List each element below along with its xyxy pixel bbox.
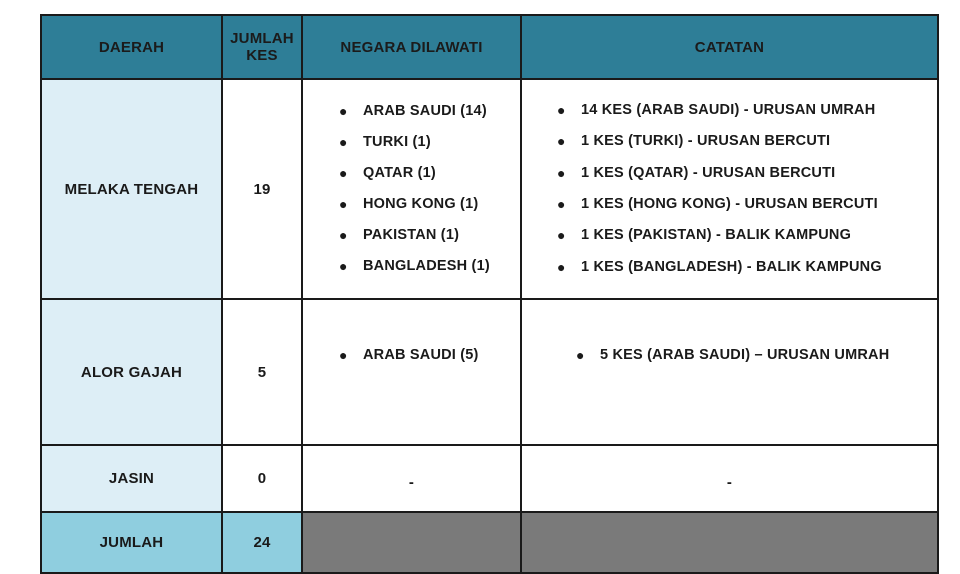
list-item — [339, 189, 520, 220]
bullet-icon: ● — [339, 196, 348, 212]
list-item — [339, 127, 520, 158]
bullet-icon: ● — [557, 227, 566, 244]
country-text: QATAR (1) — [363, 165, 436, 181]
header-catatan — [521, 15, 938, 79]
countries-cell — [302, 299, 521, 445]
country-text: ARAB SAUDI (14) — [363, 103, 487, 119]
notes-cell — [521, 445, 938, 512]
cases-table — [40, 14, 939, 574]
case-count-cell — [222, 445, 302, 512]
bullet-icon: ● — [339, 103, 348, 119]
bullet-icon: ● — [557, 196, 566, 212]
bullet-icon: ● — [339, 227, 348, 243]
total-value: 24 — [253, 534, 271, 551]
bullet-icon: ● — [557, 164, 566, 181]
notes-list — [522, 95, 937, 283]
district-cell — [41, 445, 222, 512]
case-count-cell — [222, 79, 302, 299]
header-negara — [302, 15, 521, 79]
list-item — [557, 189, 937, 220]
district-cell — [41, 79, 222, 299]
bullet-icon: ● — [557, 133, 566, 150]
table-row-total — [41, 512, 938, 573]
bullet-icon: ● — [576, 347, 585, 363]
empty-dash: - — [408, 474, 415, 491]
countries-cell — [302, 445, 521, 512]
list-item — [339, 158, 520, 189]
country-text: PAKISTAN (1) — [363, 227, 460, 243]
district-name: ALOR GAJAH — [80, 363, 183, 381]
note-text: 5 KES (ARAB SAUDI) – URUSAN UMRAH — [600, 347, 890, 363]
list-item — [339, 96, 520, 127]
bullet-icon: ● — [339, 165, 348, 181]
table-row-jasin — [41, 445, 938, 512]
country-text: HONG KONG (1) — [363, 196, 479, 212]
country-text: TURKI (1) — [363, 134, 431, 150]
note-text: 14 KES (ARAB SAUDI) - URUSAN UMRAH — [581, 101, 876, 118]
table-row-alor-gajah — [41, 299, 938, 445]
district-name: MELAKA TENGAH — [64, 180, 199, 198]
notes-cell — [521, 79, 938, 299]
list-item — [339, 340, 520, 371]
note-text: 1 KES (TURKI) - URUSAN BERCUTI — [581, 133, 831, 150]
country-text: BANGLADESH (1) — [363, 258, 490, 274]
district-cell — [41, 299, 222, 445]
bullet-icon: ● — [339, 258, 348, 274]
case-count: 19 — [253, 180, 271, 198]
total-value-cell — [222, 512, 302, 573]
bullet-icon: ● — [339, 347, 348, 363]
header-catatan-label: CATATAN — [694, 38, 765, 56]
note-text: 1 KES (PAKISTAN) - BALIK KAMPUNG — [581, 227, 852, 244]
header-row — [41, 15, 938, 79]
note-text: 1 KES (BANGLADESH) - BALIK KAMPUNG — [581, 258, 882, 275]
list-item — [576, 344, 937, 366]
case-count: 5 — [257, 363, 267, 381]
total-label: JUMLAH — [99, 534, 164, 551]
empty-dash: - — [726, 474, 733, 491]
bullet-icon: ● — [557, 101, 566, 118]
list-item — [557, 158, 937, 189]
bullet-icon: ● — [557, 258, 566, 275]
header-daerah-label: DAERAH — [98, 38, 165, 56]
list-item — [557, 220, 937, 251]
note-text: 1 KES (QATAR) - URUSAN BERCUTI — [581, 164, 836, 181]
list-item — [557, 95, 937, 126]
country-text: ARAB SAUDI (5) — [363, 347, 479, 363]
notes-cell — [521, 299, 938, 445]
countries-list — [303, 96, 520, 282]
header-jumlah-kes — [222, 15, 302, 79]
header-jumlah-line2: KES — [246, 47, 278, 64]
total-empty-cell — [302, 512, 521, 573]
case-count-cell — [222, 299, 302, 445]
countries-list — [303, 340, 520, 371]
note-text: 1 KES (HONG KONG) - URUSAN BERCUTI — [581, 196, 878, 212]
table-row-melaka-tengah — [41, 79, 938, 299]
header-daerah — [41, 15, 222, 79]
header-jumlah-line1: JUMLAH — [230, 30, 294, 47]
case-count: 0 — [257, 470, 267, 487]
list-item — [339, 251, 520, 282]
list-item — [339, 220, 520, 251]
notes-list — [522, 344, 937, 366]
list-item — [557, 126, 937, 157]
header-negara-label: NEGARA DILAWATI — [340, 38, 483, 56]
total-label-cell — [41, 512, 222, 573]
bullet-icon: ● — [339, 134, 348, 150]
list-item — [557, 252, 937, 283]
countries-cell — [302, 79, 521, 299]
district-name: JASIN — [108, 470, 155, 487]
total-empty-cell — [521, 512, 938, 573]
